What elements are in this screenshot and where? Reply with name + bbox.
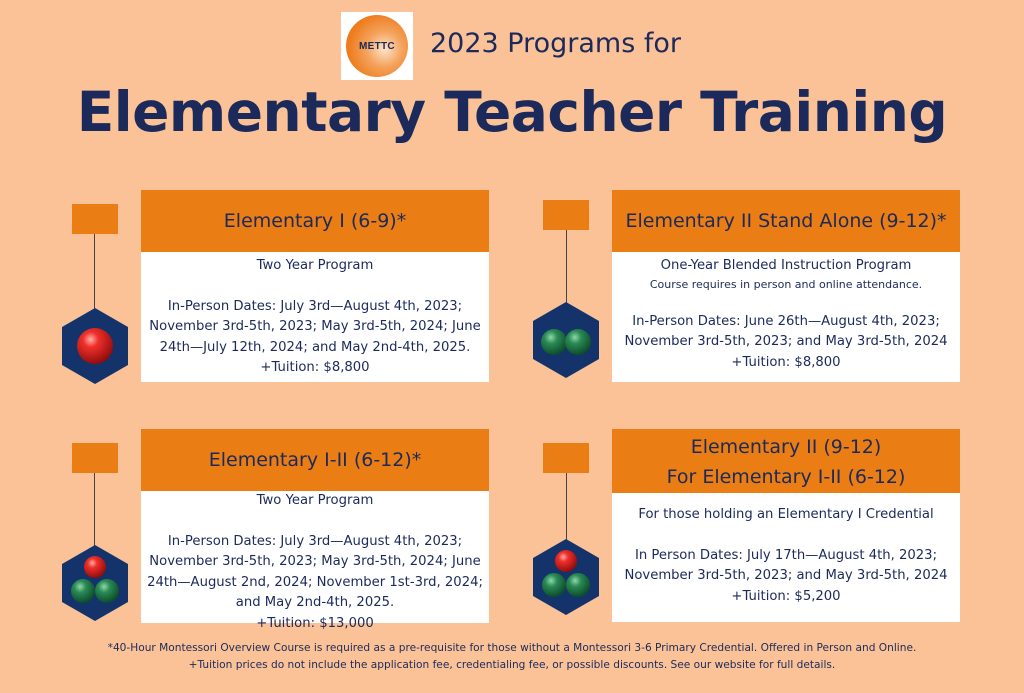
tuition: +Tuition: $8,800 [260,360,370,375]
card-body [141,491,489,631]
program-length: Two Year Program [256,258,374,273]
tuition-note: +Tuition prices do not include the application fee, credentialing fee, or possible discounts. See our website for full details. [188,659,836,671]
dates-line: 24th—August 2nd, 2024; November 1st-3rd, 2024; [147,574,483,590]
card-body [612,493,960,622]
card-body [141,252,489,382]
connector-line [94,473,95,549]
tuition: +Tuition: $8,800 [731,354,841,370]
attendance-note: Course requires in person and online attendance. [649,277,923,291]
dates-line: In Person Dates: July 17th—August 4th, 2023; [634,547,938,563]
mettc-logo [341,12,413,80]
program-card-elementary-2-for-1-2 [612,429,960,622]
program-card-elementary-2-stand-alone [612,190,960,382]
card-heading [612,190,960,252]
program-length: One-Year Blended Instruction Program [660,258,912,273]
connector-line [566,230,567,306]
card-title: Elementary I-II (6-12)* [208,449,422,471]
dates-line: In-Person Dates: July 3rd—August 4th, 2023; [167,533,463,549]
dates-line: November 3rd-5th, 2023; May 3rd-5th, 2024; June [149,554,481,569]
decorative-tab [72,204,118,234]
red-green-beads-hexagon-icon [533,539,599,615]
red-green-beads-hexagon-icon [62,545,128,621]
dates-line: In-Person Dates: July 3rd—August 4th, 2023; [167,298,463,314]
connector-line [94,234,95,312]
program-card-elementary-1 [141,190,489,382]
card-heading [141,190,489,252]
page-title: Elementary Teacher Training [76,80,948,144]
decorative-tab [543,443,589,473]
red-bead-hexagon-icon [62,308,128,384]
connector-line [566,473,567,543]
dates-line: In-Person Dates: June 26th—August 4th, 2023; [632,313,940,329]
dates-line: November 3rd-5th, 2023; and May 3rd-5th, 2024 [624,334,948,349]
program-length: Two Year Program [256,493,374,508]
dates-line: 24th—July 12th, 2024; and May 2nd-4th, 2025. [159,339,471,355]
page-subtitle: 2023 Programs for [430,28,681,59]
dates-line: November 3rd-5th, 2023; and May 3rd-5th, 2024 [624,568,948,583]
program-card-elementary-1-2 [141,429,489,631]
logo-disc [346,15,408,77]
green-beads-hexagon-icon [533,302,599,378]
dates-line: November 3rd-5th, 2023; May 3rd-5th, 2024; June [149,319,481,334]
card-subtitle: For Elementary I-II (6-12) [666,466,906,488]
tuition: +Tuition: $13,000 [256,615,374,631]
card-body [612,252,960,382]
prerequisite-note: *40-Hour Montessori Overview Course is required as a pre-requisite for those without a Montessori 3-6 Primary Credential. Offered in Person and Online. [107,642,917,654]
card-title: Elementary I (6-9)* [223,210,407,232]
card-title: Elementary II (9-12) [690,436,882,458]
card-heading [141,429,489,491]
card-title: Elementary II Stand Alone (9-12)* [625,210,947,232]
tuition: +Tuition: $5,200 [731,588,841,604]
dates-line: and May 2nd-4th, 2025. [235,595,395,610]
credential-requirement: For those holding an Elementary I Credential [638,507,934,522]
card-heading [612,429,960,493]
decorative-tab [72,443,118,473]
footer-notes [0,640,1024,674]
logo-text: METTC [359,40,395,52]
decorative-tab [543,200,589,230]
